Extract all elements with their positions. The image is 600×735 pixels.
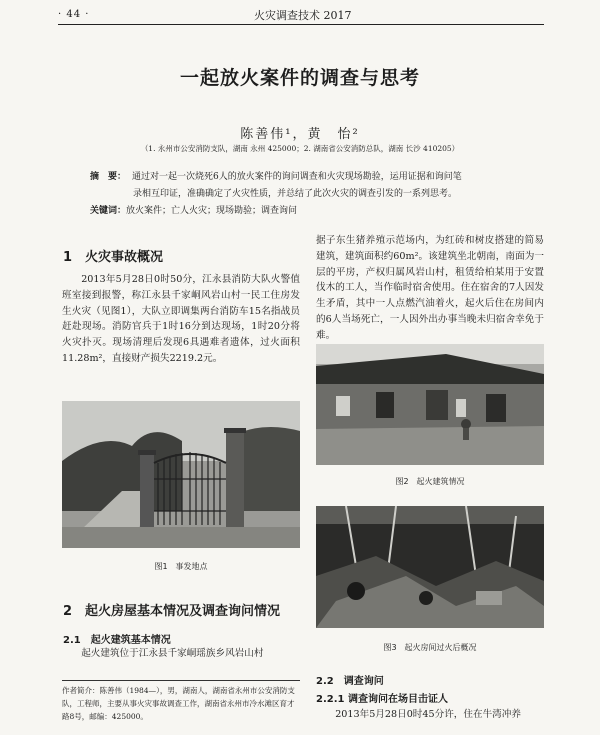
figure-1-photo-gate [62, 401, 300, 548]
section-2-2-1-text: 2013年5月28日0时45分许，住在牛湾冲养 [335, 709, 521, 720]
section-2-2-1-heading: 2.2.1 调查询问在场目击证人 [316, 694, 448, 705]
figure-1-caption: 图1 事发地点 [154, 562, 208, 571]
header-rule [58, 24, 544, 25]
section-2-2-heading: 2.2 调查询问 [316, 676, 384, 687]
header-journal-title: 火灾调查技术 2017 [254, 9, 352, 22]
abstract [90, 169, 510, 203]
abstract-label: 摘 要： [90, 172, 127, 182]
paper-affiliation: （1. 永州市公安消防支队，湖南 永州 425000；2. 湖南省公安消防总队，湖南 长沙 410205） [140, 144, 460, 153]
figure-2-photo-building [316, 344, 544, 465]
author-footnote: 作者简介：陈善伟（1984—），男，湖南人，湖南省永州市公安消防支队，工程师，主要从事火灾事故调查工作，湖南省永州市冷水滩区育才路8号，邮编：425000。 [62, 686, 295, 721]
figure-3-photo-burned-room [316, 506, 544, 628]
section-1-text: 2013年5月28日0时50分，江永县消防大队火警值班室接到报警，称江永县千家峒风岩山村一民工住房发生火灾（见图1），大队立即调集两台消防车15名指战员赶赴现场。消防官兵于1时16分到达现场，1时20分将火灾扑灭。现场清理后发现6具遇难者遗体，过火面积11.28m²，直接财产损失2219.2元。 [62, 274, 300, 364]
footnote-rule [62, 680, 300, 681]
keywords-text: 放火案件；亡人火灾；现场勘验；调查询问 [126, 206, 298, 216]
paper-authors: 陈善伟¹，黄 怡² [240, 127, 360, 142]
abstract-line-1: 通过对一起一次烧死6人的放火案件的询问调查和火灾现场勘验，运用证据和询问笔 [132, 172, 462, 182]
abstract-line-2: 录相互印证，准确确定了火灾性质，并总结了此次火灾的调查引发的一系列思考。 [133, 189, 458, 199]
section-2-1-heading: 2.1 起火建筑基本情况 [63, 635, 171, 646]
right-column-text: 据子东生猪养殖示范场内，为红砖和树皮搭建的简易建筑，建筑面积约60m²。该建筑坐北朝南，南面为一层的平房，产权归属风岩山村，租赁给柏某用于安置伐木的工人，当作临时宿舍使用。住在宿舍的7人因发生矛盾，其中一人点燃汽油着火，起火后住在房间内的6人当场死亡，一人因外出办事当晚未归宿舍幸免于难。 [316, 235, 544, 341]
figure-3-caption: 图3 起火房间过火后概况 [383, 643, 477, 652]
keywords-label: 关键词： [90, 206, 127, 216]
figure-2-caption: 图2 起火建筑情况 [395, 477, 465, 486]
section-2-heading: 2 起火房屋基本情况及调查询问情况 [63, 604, 281, 619]
section-1-heading: 1 火灾事故概况 [63, 250, 164, 265]
section-2-1-text: 起火建筑位于江永县千家峒瑶族乡风岩山村 [81, 648, 264, 659]
header-page-number: · 44 · [58, 9, 90, 20]
keywords [90, 203, 510, 216]
paper-title: 一起放火案件的调查与思考 [179, 67, 420, 89]
